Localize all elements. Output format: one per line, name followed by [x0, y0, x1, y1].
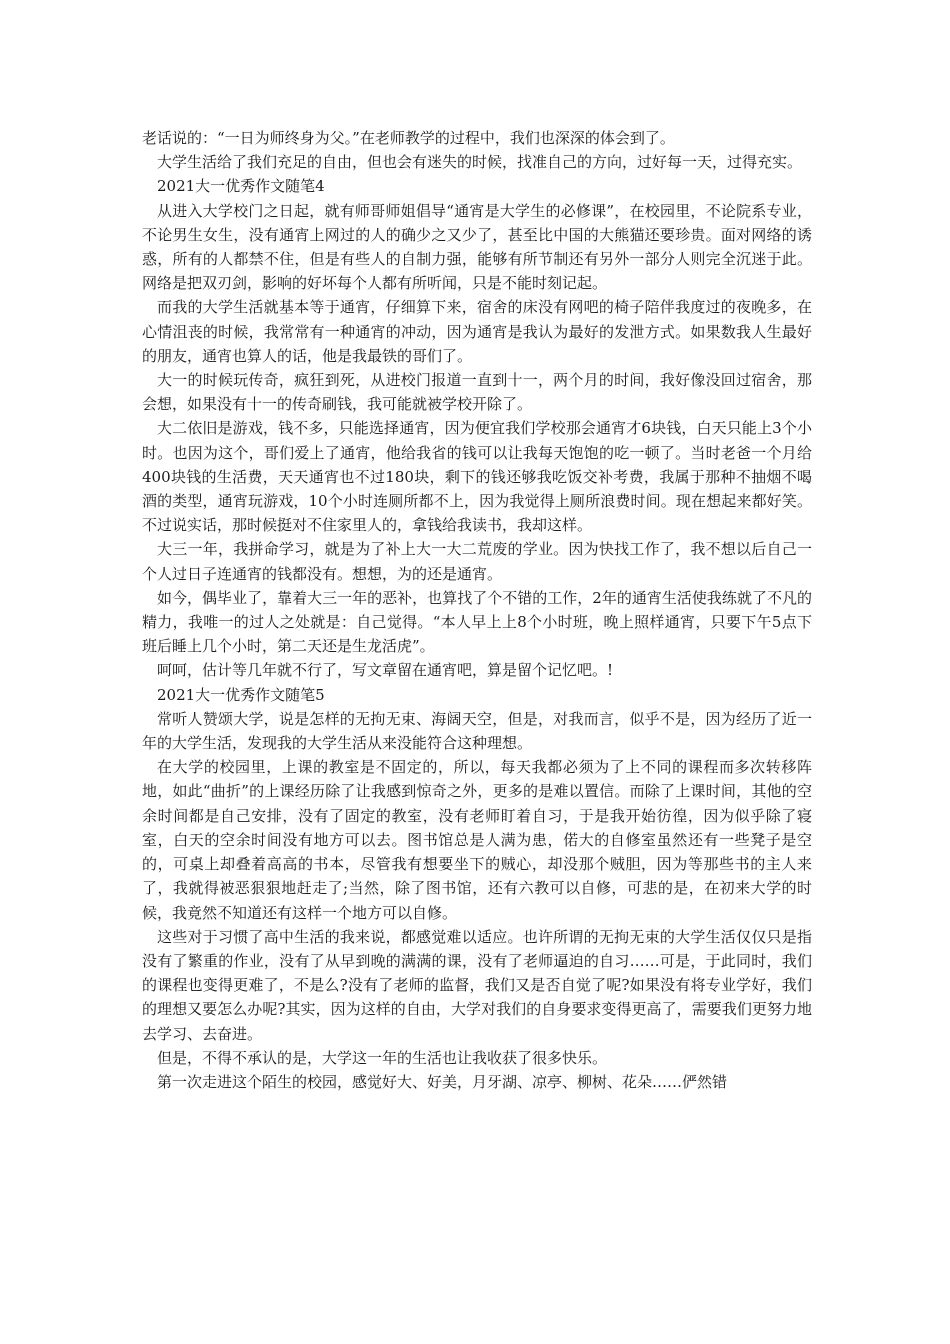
paragraph: 呵呵，估计等几年就不行了，写文章留在通宵吧，算是留个记忆吧。! — [157, 661, 614, 680]
document-body — [142, 126, 812, 1094]
section-heading-5: 2021大一优秀作文随笔5 — [157, 685, 325, 704]
paragraph: 大一的时候玩传奇，疯狂到死，从进校门报道一直到十一，两个月的时间，我好像没回过宿舍，那会想，如果没有十一的传奇刷钱，我可能就被学校开除了。 — [142, 371, 812, 414]
paragraph: 大三一年，我拼命学习，就是为了补上大一大二荒废的学业。因为快找工作了，我不想以后自己一个人过日子连通宵的钱都没有。想想，为的还是通宵。 — [142, 540, 812, 583]
paragraph: 大二依旧是游戏，钱不多，只能选择通宵，因为便宜我们学校那会通宵才6块钱，白天只能上3个小时。也因为这个，哥们爱上了通宵，他给我省的钱可以让我每天饱饱的吃一顿了。当时老爸一个月给400块钱的生活费，天天通宵也不过180块，剩下的钱还够我吃饭交补考费，我属于那种不抽烟不喝酒的类型，通宵玩游戏，10个小时连厕所都不上，因为我觉得上厕所浪费时间。现在想起来都好笑。不过说实话，那时候挺对不住家里人的，拿钱给我读书，我却这样。 — [142, 419, 812, 535]
paragraph: 而我的大学生活就基本等于通宵，仔细算下来，宿舍的床没有网吧的椅子陪伴我度过的夜晚多，在心情沮丧的时候，我常常有一种通宵的冲动，因为通宵是我认为最好的发泄方式。如果数我人生最好的朋友，通宵也算人的话，他是我最铁的哥们了。 — [142, 298, 812, 365]
paragraph: 从进入大学校门之日起，就有师哥师姐倡导“通宵是大学生的必修课”，在校园里，不论院系专业，不论男生女生，没有通宵上网过的人的确少之又少了，甚至比中国的大熊猫还要珍贵。面对网络的诱惑，所有的人都禁不住，但是有些人的自制力强，能够有所节制还有另外一部分人则完全沉迷于此。网络是把双刃剑，影响的好坏每个人都有所听闻，只是不能时刻记起。 — [142, 201, 812, 293]
section-heading-4: 2021大一优秀作文随笔4 — [157, 177, 325, 196]
paragraph: 第一次走进这个陌生的校园，感觉好大、好美，月牙湖、凉亭、柳树、花朵……俨然错 — [157, 1072, 728, 1091]
paragraph: 这些对于习惯了高中生活的我来说，都感觉难以适应。也许所谓的无拘无束的大学生活仅仅只是指没有了繁重的作业，没有了从早到晚的满满的课，没有了老师逼迫的自习……可是，于此同时，我们的课程也变得更难了，不是么?没有了老师的监督，我们又是否自觉了呢?如果没有将专业学好，我们的理想又要怎么办呢?其实，因为这样的自由，大学对我们的自身要求变得更高了，需要我们更努力地去学习、去奋进。 — [142, 927, 812, 1043]
paragraph-continuation: 老话说的：“一日为师终身为父。”在老师教学的过程中，我们也深深的体会到了。 — [142, 129, 675, 147]
paragraph: 但是，不得不承认的是，大学这一年的生活也让我收获了很多快乐。 — [157, 1048, 608, 1067]
paragraph: 如今，偶毕业了，靠着大三一年的恶补，也算找了个不错的工作，2年的通宵生活使我练就了不凡的精力，我唯一的过人之处就是：自己觉得。“本人早上上8个小时班，晚上照样通宵，只要下午5点下班后睡上几个小时，第二天还是生龙活虎”。 — [142, 588, 812, 656]
paragraph: 大学生活给了我们充足的自由，但也会有迷失的时候，找准自己的方向，过好每一天，过得充实。 — [157, 153, 803, 172]
paragraph: 在大学的校园里，上课的教室是不固定的，所以，每天我都必须为了上不同的课程而多次转移阵地，如此“曲折”的上课经历除了让我感到惊奇之外，更多的是难以置信。而除了上课时间，其他的空余时间都是自己安排，没有了固定的教室，没有老师盯着自习，于是我开始彷徨，因为似乎除了寝室，白天的空余时间没有地方可以去。图书馆总是人满为患，偌大的自修室虽然还有一些凳子是空的，可桌上却叠着高高的书本，尽管我有想要坐下的贼心，却没那个贼胆，因为等那些书的主人来了，我就得被恶狠狠地赶走了;当然，除了图书馆，还有六教可以自修，可悲的是，在初来大学的时候，我竟然不知道还有这样一个地方可以自修。 — [142, 758, 812, 922]
paragraph: 常听人赞颂大学，说是怎样的无拘无束、海阔天空，但是，对我而言，似乎不是，因为经历了近一年的大学生活，发现我的大学生活从来没能符合这种理想。 — [142, 709, 812, 753]
